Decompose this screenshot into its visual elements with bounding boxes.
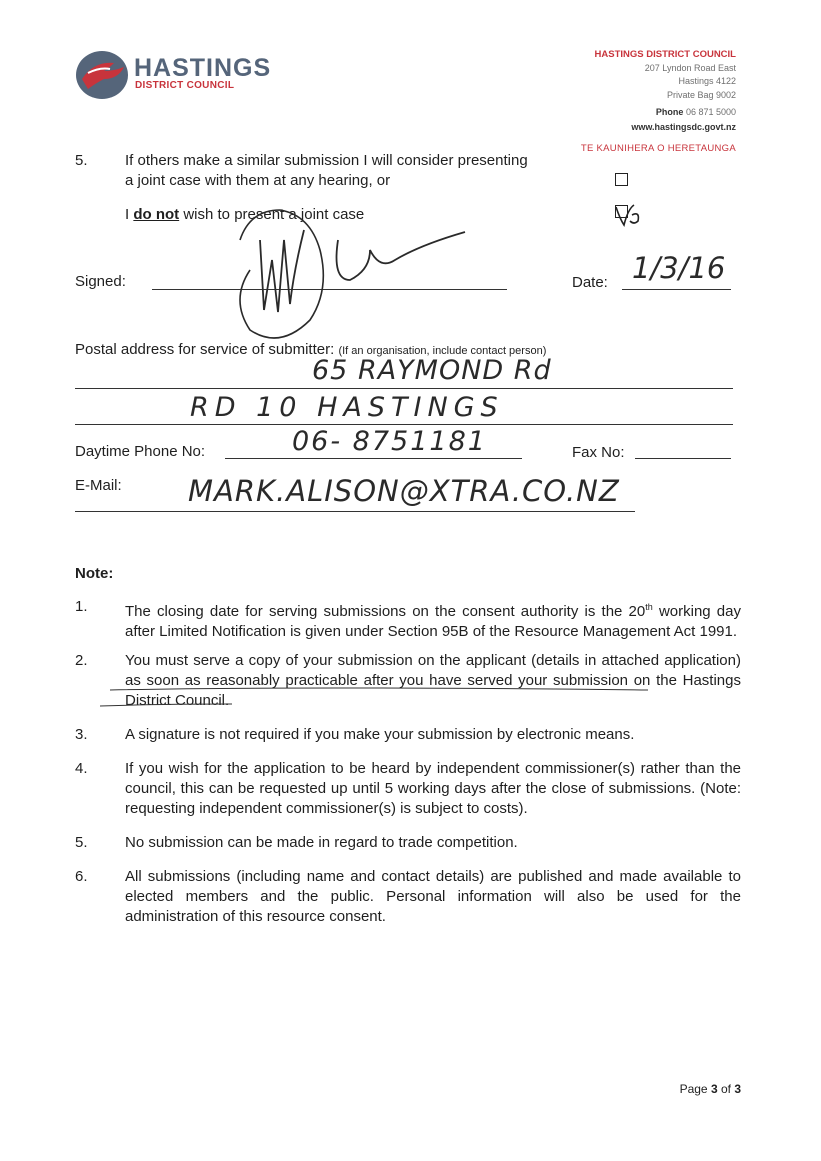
note-number: 2. [75, 652, 88, 669]
joint-case-line-2: a joint case with them at any hearing, or [125, 172, 391, 189]
notes-title: Note: [75, 565, 114, 582]
joint-case-line-1: If others make a similar submission I will consider presenting [125, 152, 528, 169]
postal-line-2 [75, 424, 733, 425]
postal-line-1 [75, 388, 733, 389]
note-text: If you wish for the application to be heard by independent commissioner(s) rather than the council, this can be requested up until 5 working days after the close of submissions. (Note: requesting independent commissioner(s) is subject to costs). [125, 760, 741, 817]
note-text: You must serve a copy of your submission on the applicant (details in attached application) as soon as reasonably practicable after you have served your submission on the Hastings District Council. [125, 652, 741, 709]
council-name: HASTINGS DISTRICT COUNCIL [594, 49, 736, 60]
page-current: 3 [710, 1082, 718, 1096]
council-contact-block [595, 48, 736, 134]
hastings-logo-icon [74, 49, 130, 101]
joint-case-checkbox[interactable] [615, 173, 628, 186]
maori-council-name: TE KAUNIHERA O HERETAUNGA [580, 143, 736, 154]
note-text-part: working day after Limited Notification is given under Section 95B of the Resource Management Act 1991. [125, 603, 741, 640]
page-total: 3 [734, 1082, 741, 1096]
email-value[interactable]: MARK.ALISON@XTRA.CO.NZ [188, 474, 620, 508]
note-number: 3. [75, 726, 88, 743]
phone-number: 06 871 5000 [685, 107, 736, 117]
option-prefix: I [125, 206, 134, 223]
handwritten-underline [100, 676, 660, 712]
option-emphasis: do not [133, 206, 180, 223]
daytime-phone-value[interactable]: 06- 8751181 [292, 426, 487, 457]
section-number: 5. [75, 152, 88, 169]
check-mark-icon [610, 199, 646, 229]
note-text: All submissions (including name and contact details) are published and made available to elected members and the public. Personal information will also be used for the administration of this resource consent. [125, 868, 741, 925]
postal-address-line-2[interactable]: RD 10 HASTINGS [190, 392, 504, 423]
note-text [125, 597, 741, 642]
page-indicator [680, 1082, 741, 1096]
note-number: 5. [75, 834, 88, 851]
option-suffix: wish to present a joint case [179, 206, 365, 223]
email-label: E-Mail: [75, 477, 122, 494]
date-line [622, 289, 731, 290]
date-value[interactable]: 1/3/16 [632, 251, 726, 285]
postal-address-line-1[interactable]: 65 RAYMOND Rd [312, 355, 552, 386]
address-line: 207 Lyndon Road East [644, 62, 736, 73]
page-middle: of [717, 1082, 735, 1096]
note-text-part: The closing date for serving submissions on the consent authority is the 20 [125, 603, 646, 620]
fax-line[interactable] [635, 458, 731, 459]
handwritten-signature [220, 200, 500, 350]
postal-label: Postal address for service of submitter: [75, 341, 335, 358]
council-website: www.hastingsdc.govt.nz [631, 121, 736, 132]
postal-note: (If an organisation, include contact person) [338, 345, 547, 357]
email-line [75, 511, 635, 512]
phone-line [225, 458, 522, 459]
logo-wordmark: HASTINGS [134, 54, 272, 82]
phone-label: Phone [655, 107, 684, 117]
logo-subtitle: DISTRICT COUNCIL [135, 80, 235, 91]
note-number: 1. [75, 598, 88, 615]
address-line: Private Bag 9002 [666, 89, 736, 100]
fax-label: Fax No: [572, 444, 625, 461]
council-phone [595, 106, 736, 120]
note-number: 4. [75, 760, 88, 777]
signed-label: Signed: [75, 273, 126, 290]
daytime-phone-label: Daytime Phone No: [75, 443, 206, 460]
address-line: Hastings 4122 [678, 76, 736, 86]
page-prefix: Page [679, 1082, 711, 1096]
note-text: No submission can be made in regard to trade competition. [125, 834, 518, 851]
note-number: 6. [75, 868, 88, 885]
date-label: Date: [572, 274, 608, 291]
ordinal-suffix: th [645, 602, 653, 612]
note-text: A signature is not required if you make your submission by electronic means. [125, 726, 635, 743]
